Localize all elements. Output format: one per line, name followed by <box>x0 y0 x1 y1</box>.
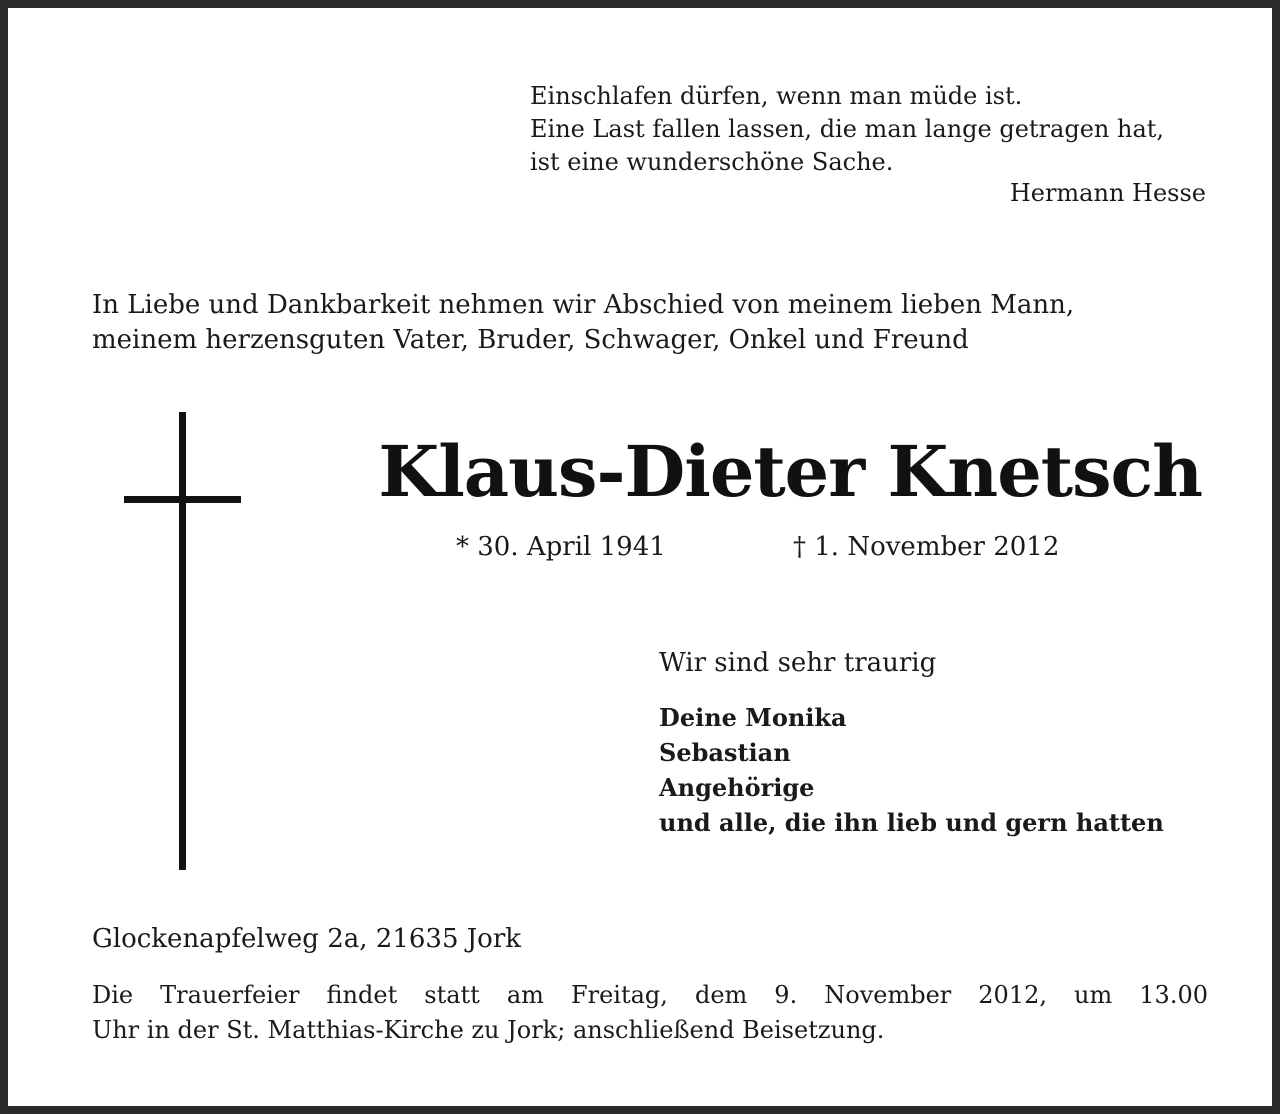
mourners-list <box>659 700 1164 840</box>
address: Glockenapfelweg 2a, 21635 Jork <box>92 924 522 954</box>
cross-icon-horizontal <box>124 496 241 503</box>
quote-line: ist eine wunderschöne Sache. <box>530 148 894 176</box>
quote-block <box>530 80 1206 207</box>
mourners-intro: Wir sind sehr traurig <box>659 648 937 678</box>
quote-line: Einschlafen dürfen, wenn man müde ist. <box>530 82 1023 110</box>
ceremony-line: Uhr in der St. Matthias-Kirche zu Jork; anschließend Beisetzung. <box>92 1016 885 1044</box>
mourner-name: Sebastian <box>659 738 791 767</box>
cross-icon-vertical <box>179 412 186 870</box>
quote-line: Eine Last fallen lassen, die man lange getragen hat, <box>530 115 1165 143</box>
intro-text <box>92 288 1212 358</box>
mourner-name: Angehörige <box>659 773 815 802</box>
ceremony-line: Die Trauerfeier findet statt am Freitag, dem 9. November 2012, um 13.00 <box>92 981 1208 1009</box>
birth-date: * 30. April 1941 <box>456 532 666 562</box>
quote-author: Hermann Hesse <box>1009 179 1206 207</box>
death-date: † 1. November 2012 <box>793 532 1060 562</box>
intro-line: meinem herzensguten Vater, Bruder, Schwager, Onkel und Freund <box>92 325 969 355</box>
deceased-name: Klaus-Dieter Knetsch <box>378 430 1202 513</box>
intro-line: In Liebe und Dankbarkeit nehmen wir Abschied von meinem lieben Mann, <box>92 290 1075 320</box>
mourner-name: Deine Monika <box>659 703 847 732</box>
ceremony-info <box>92 978 1208 1048</box>
mourner-name: und alle, die ihn lieb und gern hatten <box>659 808 1164 837</box>
